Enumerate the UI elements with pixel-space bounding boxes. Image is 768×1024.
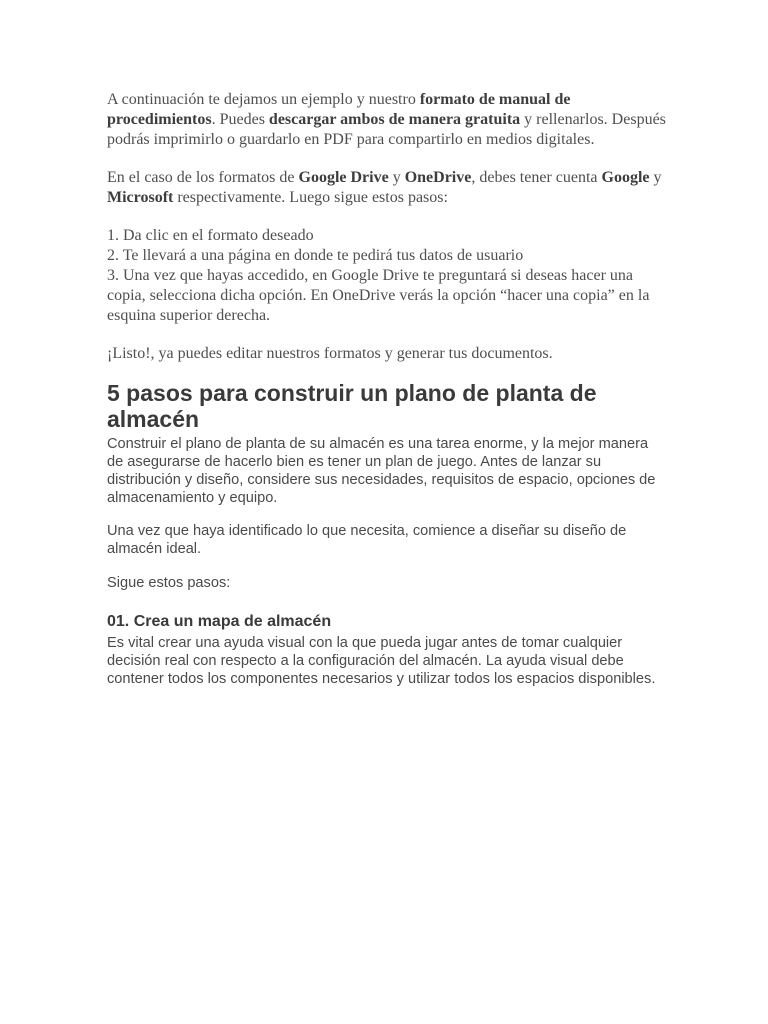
intro-paragraph-1: A continuación te dejamos un ejemplo y nuestro formato de manual de procedimientos. Puedes descargar ambos de manera gratuita y rellenarlos. Después podrás imprimirlo o guardarlo en PDF para compartirlo en medios digitales. <box>107 91 666 148</box>
bold-phrase: Microsoft <box>107 189 174 206</box>
section-paragraph-2: Una vez que haya identificado lo que necesita, comience a diseñar su diseño de almacén ideal. <box>107 523 627 557</box>
bold-phrase: Google Drive <box>298 169 389 186</box>
bold-phrase: Google <box>601 169 650 186</box>
subsection-paragraph: Es vital crear una ayuda visual con la que pueda jugar antes de tomar cualquier decisión real con respecto a la configuración del almacén. La ayuda visual debe contener todos los componentes necesarios y utilizar todos los espacios disponibles. <box>107 635 656 687</box>
step-item: 2. Te llevará a una página en donde te pedirá tus datos de usuario <box>107 247 524 264</box>
section-paragraph-3: Sigue estos pasos: <box>107 575 231 591</box>
intro-block <box>107 90 667 364</box>
bold-phrase: OneDrive <box>404 169 472 186</box>
step-item: 1. Da clic en el formato deseado <box>107 227 314 244</box>
step-item: 3. Una vez que hayas accedido, en Google Drive te preguntará si deseas hacer una copia, selecciona dicha opción. En OneDrive verás la opción “hacer una copia” en la esquina superior derecha. <box>107 267 650 324</box>
steps-list <box>107 226 667 326</box>
closing-paragraph: ¡Listo!, ya puedes editar nuestros formatos y generar tus documentos. <box>107 345 553 362</box>
bold-phrase: descargar ambos de manera gratuita <box>268 111 521 128</box>
document-page <box>107 90 667 688</box>
section-heading: 5 pasos para construir un plano de planta de almacén <box>107 380 597 432</box>
bold-phrase: formato de manual de procedimientos <box>107 91 571 128</box>
subsection-heading: 01. Crea un mapa de almacén <box>107 613 332 630</box>
section-body <box>107 435 667 592</box>
intro-paragraph-2: En el caso de los formatos de Google Drive y OneDrive, debes tener cuenta Google y Microsoft respectivamente. Luego sigue estos pasos: <box>107 169 662 206</box>
section-paragraph-1: Construir el plano de planta de su almacén es una tarea enorme, y la mejor manera de asegurarse de hacerlo bien es tener un plan de juego. Antes de lanzar su distribución y diseño, considere sus necesidades, requisitos de espacio, opciones de almacenamiento y equipo. <box>107 436 656 506</box>
subsection-body <box>107 634 667 688</box>
